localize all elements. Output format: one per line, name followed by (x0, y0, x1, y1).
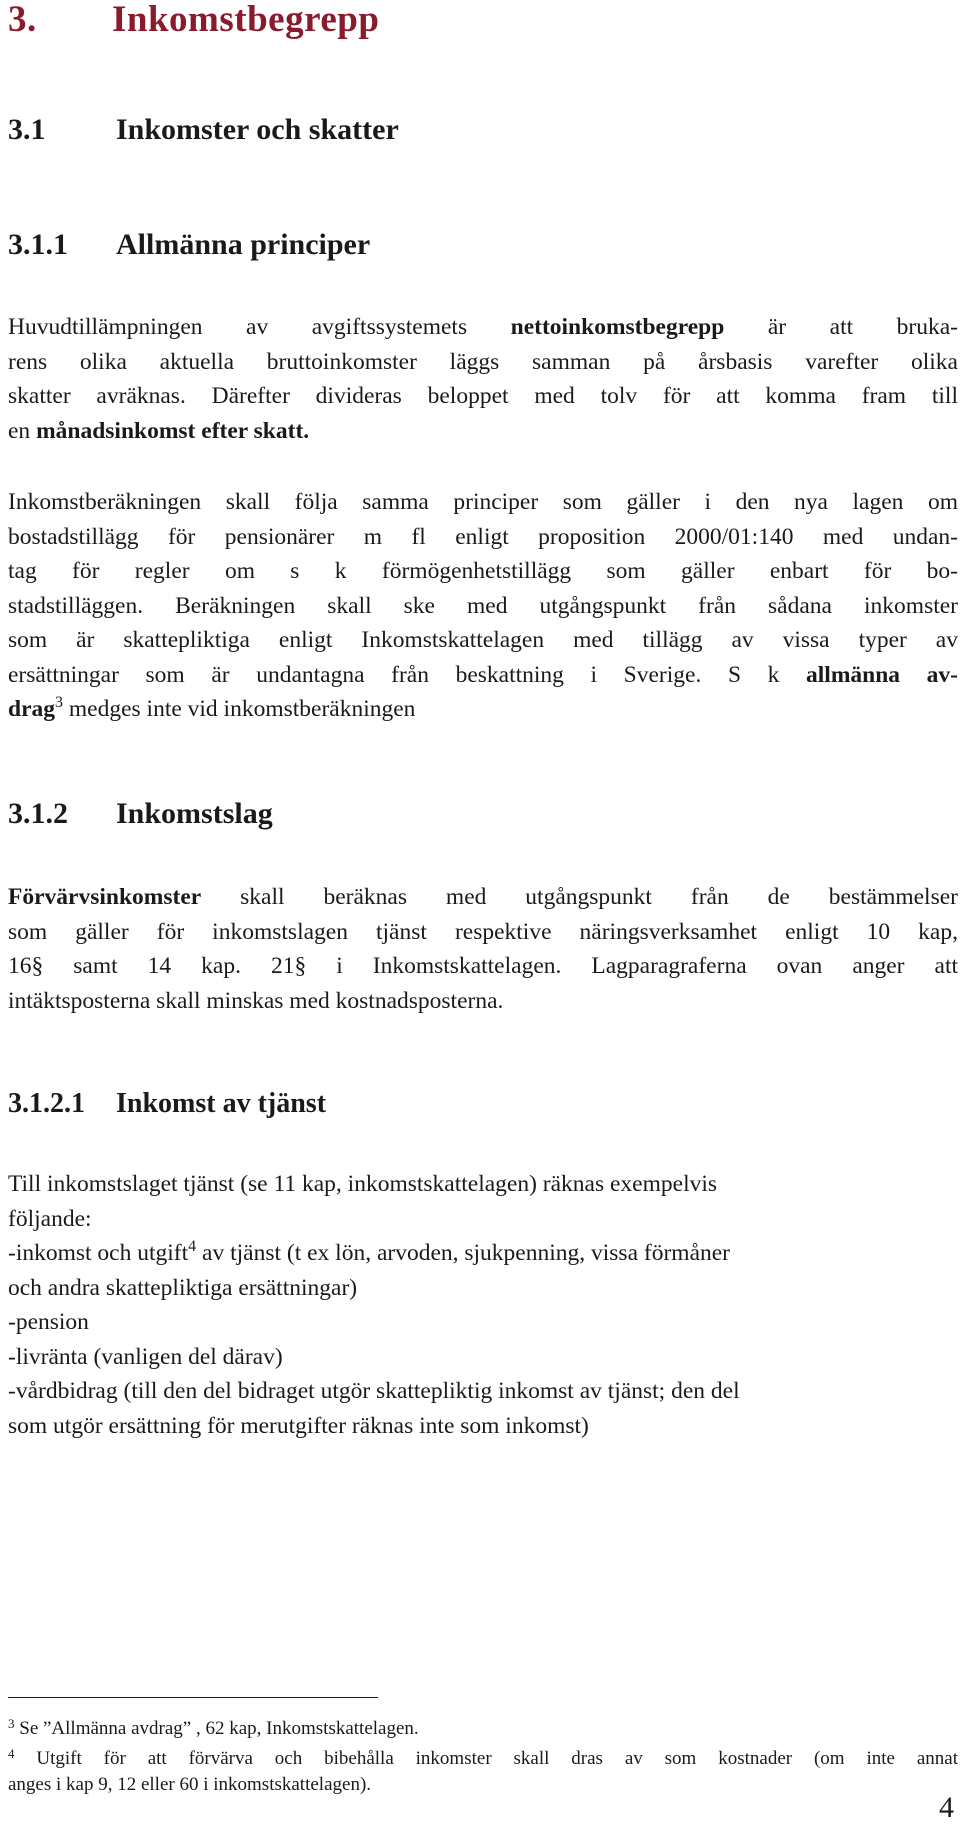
text-line: som utgör ersättning för merutgifter räknas inte som inkomst) (8, 1412, 589, 1439)
text-line: bostadstillägg för pensionärer m fl enligt proposition 2000/01:140 med undan- (8, 523, 958, 550)
paragraph-principles (8, 310, 958, 448)
footnote-divider (8, 1697, 378, 1698)
paragraph-income-calculation (8, 485, 958, 727)
section-number: 3.1.1 (8, 228, 68, 261)
text-line: intäktsposterna skall minskas med kostnadsposterna. (8, 987, 504, 1014)
list-item: -inkomst och utgift$^4$ av tjänst (t ex lön, arvoden, sjukpenning, vissa förmåner (8, 1238, 731, 1266)
footnote-ref-3: 3 (55, 694, 63, 711)
section-title: Inkomst av tjänst (116, 1088, 327, 1119)
text-line: drag$^3$ medges inte vid inkomstberäkningen (8, 694, 416, 722)
text-line: Till inkomstslaget tjänst (se 11 kap, inkomstskattelagen) räknas exempelvis (8, 1171, 718, 1197)
section-title: Inkomster och skatter (116, 113, 399, 146)
text-line: Förvärvsinkomster skall beräknas med utgångspunkt från de bestämmelser (8, 884, 958, 910)
list-item: -vårdbidrag (till den del bidraget utgör skattepliktig inkomst av tjänst; den del (8, 1378, 740, 1404)
text-line: ersättningar som är undantagna från beskattning i Sverige. S k allmänna av- (8, 661, 958, 688)
text-line: skatter avräknas. Därefter divideras beloppet med tolv för att komma fram till (8, 383, 958, 409)
chapter-title: Inkomstbegrepp (112, 0, 380, 40)
text-line: följande: (8, 1205, 92, 1232)
section-heading-3-1-2 (8, 797, 273, 831)
text-line: som gäller för inkomstslagen tjänst respektive näringsverksamhet enligt 10 kap, (8, 918, 958, 945)
text-line: Huvudtillämpningen av avgiftssystemets nettoinkomstbegrepp är att bruka- (8, 314, 958, 340)
text-line: en månadsinkomst efter skatt. (8, 417, 310, 444)
section-heading-3-1-2-1 (8, 1087, 958, 1122)
section-number: 3.1.2 (8, 797, 68, 830)
paragraph-income-types (8, 880, 958, 1018)
text-line: 16§ samt 14 kap. 21§ i Inkomstskattelagen. Lagparagraferna ovan anger att (8, 953, 958, 979)
text-line: Inkomstberäkningen skall följa samma principer som gäller i den nya lagen om (8, 489, 958, 515)
list-item: -livränta (vanligen del därav) (8, 1343, 283, 1370)
section-number: 3.1.2.1 (8, 1088, 85, 1119)
text-line: stadstilläggen. Beräkningen skall ske med utgångspunkt från sådana inkomster (8, 592, 958, 619)
section-title: Allmänna principer (116, 228, 371, 261)
section-heading-3-1-1 (8, 228, 370, 262)
section-heading-3-1 (8, 113, 399, 147)
footnote-3: $^3$ Se ”Allmänna avdrag” , 62 kap, Inkomstskattelagen. (8, 1716, 419, 1739)
footnote-ref-4: 4 (188, 1238, 197, 1255)
section-title: Inkomstslag (116, 797, 273, 830)
paragraph-employment-income (8, 1167, 958, 1443)
text-line: som är skattepliktiga enligt Inkomstskattelagen med tillägg av vissa typer av (8, 627, 958, 653)
chapter-number: 3. (8, 0, 37, 40)
page-number: 4 (939, 1791, 954, 1824)
footnote-4: $^4$ Utgift för att förvärva och bibehålla inkomster skall dras av som kostnader (om inte annat anges i kap 9, 12 eller 60 i inkomstskattelagen). (8, 1746, 958, 1795)
text-line: rens olika aktuella bruttoinkomster läggs samman på årsbasis varefter olika (8, 348, 958, 375)
list-item: -pension (8, 1309, 89, 1335)
text-line: och andra skattepliktiga ersättningar) (8, 1274, 358, 1301)
chapter-heading (8, 0, 379, 41)
section-number: 3.1 (8, 113, 46, 146)
text-line: tag för regler om s k förmögenhetstillägg som gäller enbart för bo- (8, 558, 958, 584)
